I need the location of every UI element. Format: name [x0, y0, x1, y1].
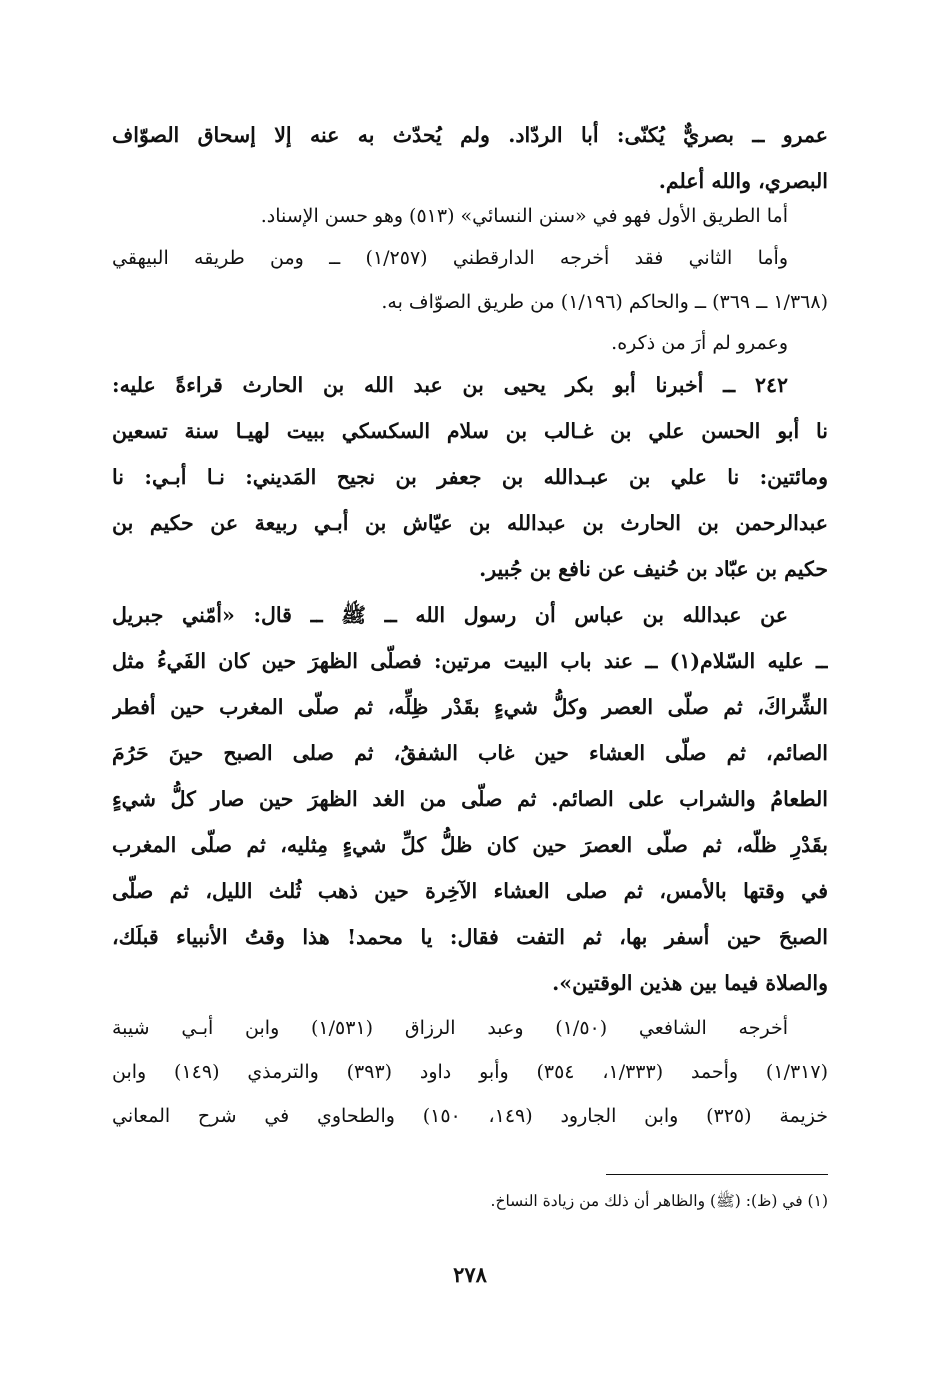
text-line: الشِّراكَ، ثم صلّى العصر وكلُّ شيءٍ بقَدْر ظِلِّه، ثم صلّى المغرب حين أفطر — [112, 695, 828, 719]
text-line: الصبحَ حين أسفر بها، ثم التفت فقال: يا محمد! هذا وقتُ الأنبياء قبلَك، — [112, 925, 828, 949]
text-line: في وقتها بالأمس، ثم صلى العشاء الآخِرة حين ذهب ثُلث الليل، ثم صلّى — [112, 879, 828, 903]
text-line: البصري، والله أعلم. — [658, 169, 828, 193]
text-line: (١/٣١٧) وأحمد (١/٣٣٣، ٣٥٤) وأبو داود (٣٩٣) والترمذي (١٤٩) وابن — [112, 1061, 828, 1083]
text-line: نا أبو الحسن علي بن غـالب بن سلام السكسكي ببيت لهيـا سنة تسعين — [112, 419, 828, 443]
text-line: عبدالرحمن بن الحارث بن عبدالله بن عيّاش بن أبـي ربيعة عن حكيم بن — [112, 511, 828, 535]
text-line: وعمرو لم أرَ من ذكره. — [611, 332, 788, 354]
text-line: خزيمة (٣٢٥) وابن الجارود (١٤٩، ١٥٠) والطحاوي في شرح المعاني — [112, 1105, 828, 1127]
text-line: الصائم، ثم صلّى العشاء حين غاب الشفقُ، ثم صلى الصبح حينَ حَرُمَ — [112, 741, 828, 765]
text-line: والصلاة فيما بين هذين الوقتين». — [552, 971, 828, 995]
paragraph-hadith-isnad — [112, 362, 828, 592]
paragraph-takhrij-2 — [112, 1006, 828, 1138]
hadith-number-line: ٢٤٢ ــ أخبرنا أبو بكر يحيى بن عبد الله بن الحارث قراءةً عليه: — [112, 373, 788, 397]
text-line: أخرجه الشافعي (١/٥٠) وعبد الرزاق (١/٥٣١) وابن أبـي شيبة — [112, 1017, 788, 1039]
footnote-separator — [606, 1174, 828, 1175]
text-line: بقَدْرِ ظلّه، ثم صلّى العصرَ حين كان ظلُّ كلِّ شيءٍ مِثليه، ثم صلّى المغرب — [112, 833, 828, 857]
text-line: عمرو ــ بصريٌّ يُكنّى: أبا الردّاد. ولم يُحدّث به عنه إلا إسحاق الصوّاف — [112, 123, 828, 147]
paragraph-takhrij-1 — [112, 196, 828, 362]
page-number: ٢٧٨ — [453, 1262, 487, 1287]
paragraph-hadith-matn — [112, 592, 828, 1006]
text-line: ــ عليه السّلام(١) ــ عند باب البيت مرتين: فصلّى الظهرَ حين كان الفَيءُ مثل — [112, 649, 828, 673]
text-line: وأما الثاني فقد أخرجه الدارقطني (١/٢٥٧) ــ ومن طريقه البيهقي — [112, 247, 788, 269]
text-line: أما الطريق الأول فهو في «سنن النسائي» (٥١٣) وهو حسن الإسناد. — [260, 205, 788, 227]
page-body — [112, 112, 828, 1138]
text-line: ومائتين: نا علي بن عبـدالله بن جعفر بن نجيح المَديني: نـا أبـي: نا — [112, 465, 828, 489]
text-line: (١/٣٦٨ ــ ٣٦٩) ــ والحاكم (١/١٩٦) من طريق الصوّاف به. — [381, 291, 828, 313]
footnote: (١) في (ظ): (ﷺ) والظاهر أن ذلك من زيادة النساخ. — [490, 1192, 828, 1210]
text-line: عن عبدالله بن عباس أن رسول الله ــ ﷺ ــ قال: «أمّني جبريل — [112, 603, 788, 627]
text-line: الطعامُ والشراب على الصائم. ثم صلّى من الغد الظهرَ حين صار كلُّ شيءٍ — [112, 787, 828, 811]
paragraph-narrator-note — [112, 112, 828, 204]
text-line: حكيم بن عبّاد بن حُنيف عن نافع بن جُبير. — [479, 557, 828, 581]
